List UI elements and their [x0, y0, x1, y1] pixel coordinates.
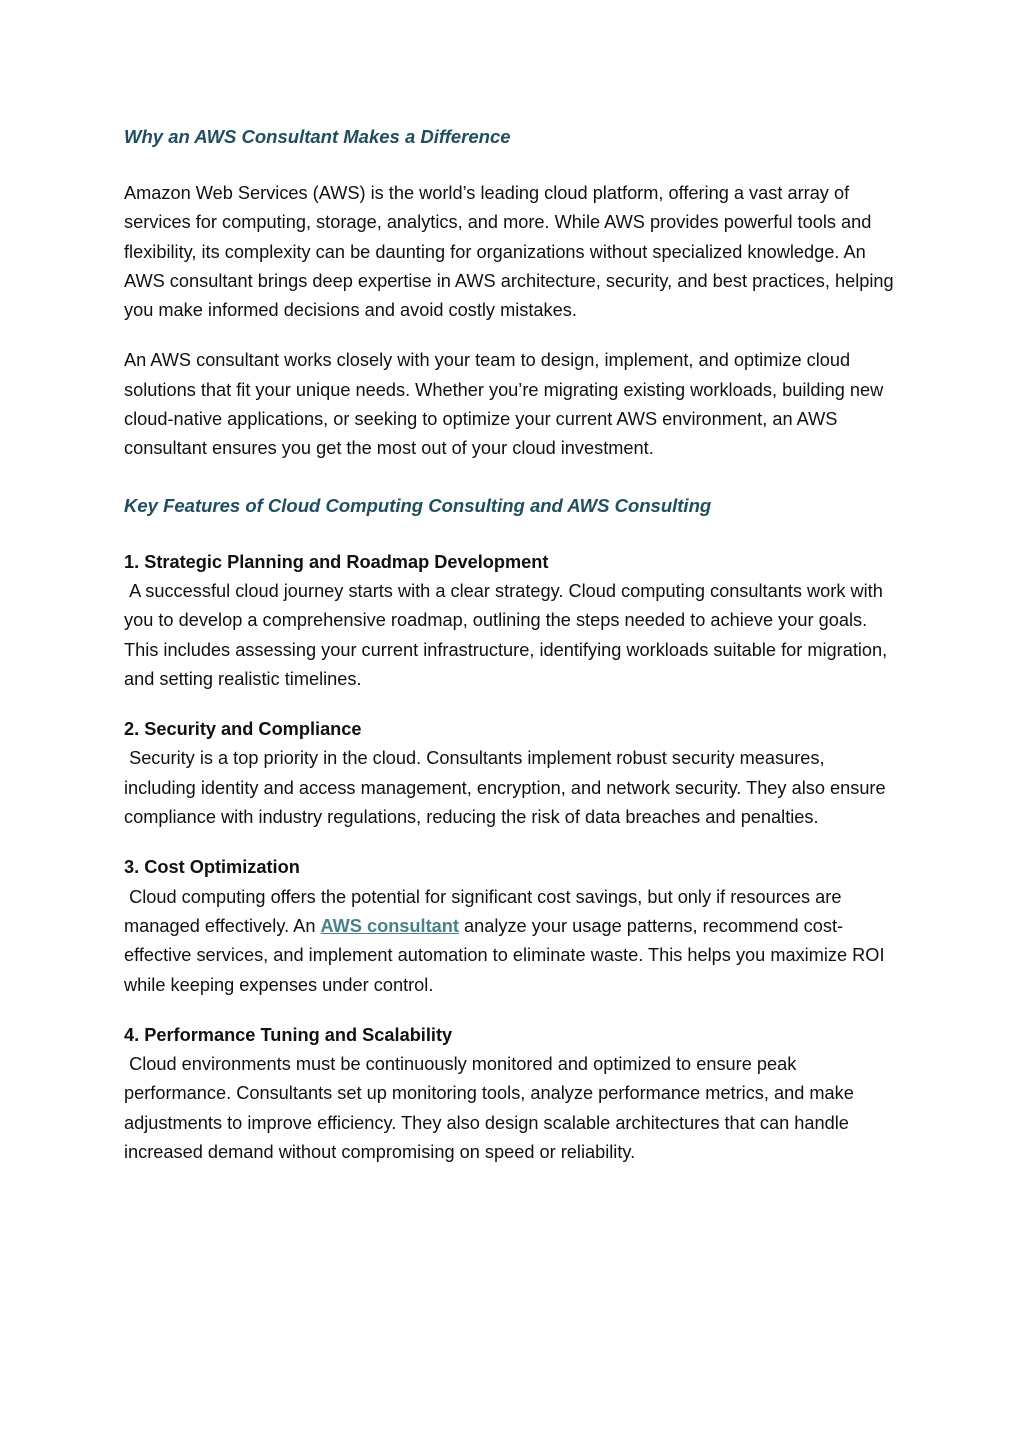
feature-body-text-2: Security is a top priority in the cloud. Consultants implement robust security measures, including identity and access management, encryption, and network security. They also ensure compliance with industry regulations, reducing the risk of data breaches and penalties. [124, 748, 886, 828]
intro-paragraph-2: An AWS consultant works closely with your team to design, implement, and optimize cloud solutions that fit your unique needs. Whether you’re migrating existing workloads, building new cloud-native applications, or seeking to optimize your current AWS environment, an AWS consultant ensures you get the most out of your cloud investment. [124, 350, 884, 459]
feature-item-1 [124, 548, 900, 694]
section-heading-key-features: Key Features of Cloud Computing Consulting and AWS Consulting [124, 494, 712, 516]
feature-body-3 [124, 883, 900, 1000]
feature-title-2: 2. Security and Compliance [124, 719, 362, 740]
feature-title-3: 3. Cost Optimization [124, 857, 300, 878]
feature-body-text-3-after: analyze your usage patterns, recommend cost-effective services, and implement automation to eliminate waste. This helps you maximize ROI while keeping expenses under control. [124, 915, 885, 995]
feature-title-1: 1. Strategic Planning and Roadmap Development [124, 551, 549, 572]
feature-item-4 [124, 1021, 900, 1167]
feature-body-1 [124, 577, 900, 694]
aws-consultant-link[interactable]: AWS consultant [320, 915, 459, 936]
feature-body-2 [124, 744, 900, 832]
feature-body-text-3-before: Cloud computing offers the potential for significant cost savings, but only if resources are managed effectively. An [124, 886, 842, 936]
feature-body-4 [124, 1050, 900, 1167]
document-page [124, 122, 900, 1188]
feature-item-2 [124, 715, 900, 832]
intro-paragraph-1: Amazon Web Services (AWS) is the world’s leading cloud platform, offering a vast array of services for computing, storage, analytics, and more. While AWS provides powerful tools and flexibility, its complexity can be daunting for organizations without specialized knowledge. An AWS consultant brings deep expertise in AWS architecture, security, and best practices, helping you make informed decisions and avoid costly mistakes. [124, 183, 894, 321]
feature-title-4: 4. Performance Tuning and Scalability [124, 1024, 453, 1045]
section-heading-why-aws: Why an AWS Consultant Makes a Difference [124, 126, 511, 147]
feature-body-text-1: A successful cloud journey starts with a clear strategy. Cloud computing consultants work with you to develop a comprehensive roadmap, outlining the steps needed to achieve your goals. This includes assessing your current infrastructure, identifying workloads suitable for migration, and setting realistic timelines. [124, 580, 888, 689]
feature-item-3 [124, 853, 900, 999]
feature-body-text-4: Cloud environments must be continuously monitored and optimized to ensure peak performance. Consultants set up monitoring tools, analyze performance metrics, and make adjustments to improve efficiency. They also design scalable architectures that can handle increased demand without compromising on speed or reliability. [124, 1054, 854, 1163]
